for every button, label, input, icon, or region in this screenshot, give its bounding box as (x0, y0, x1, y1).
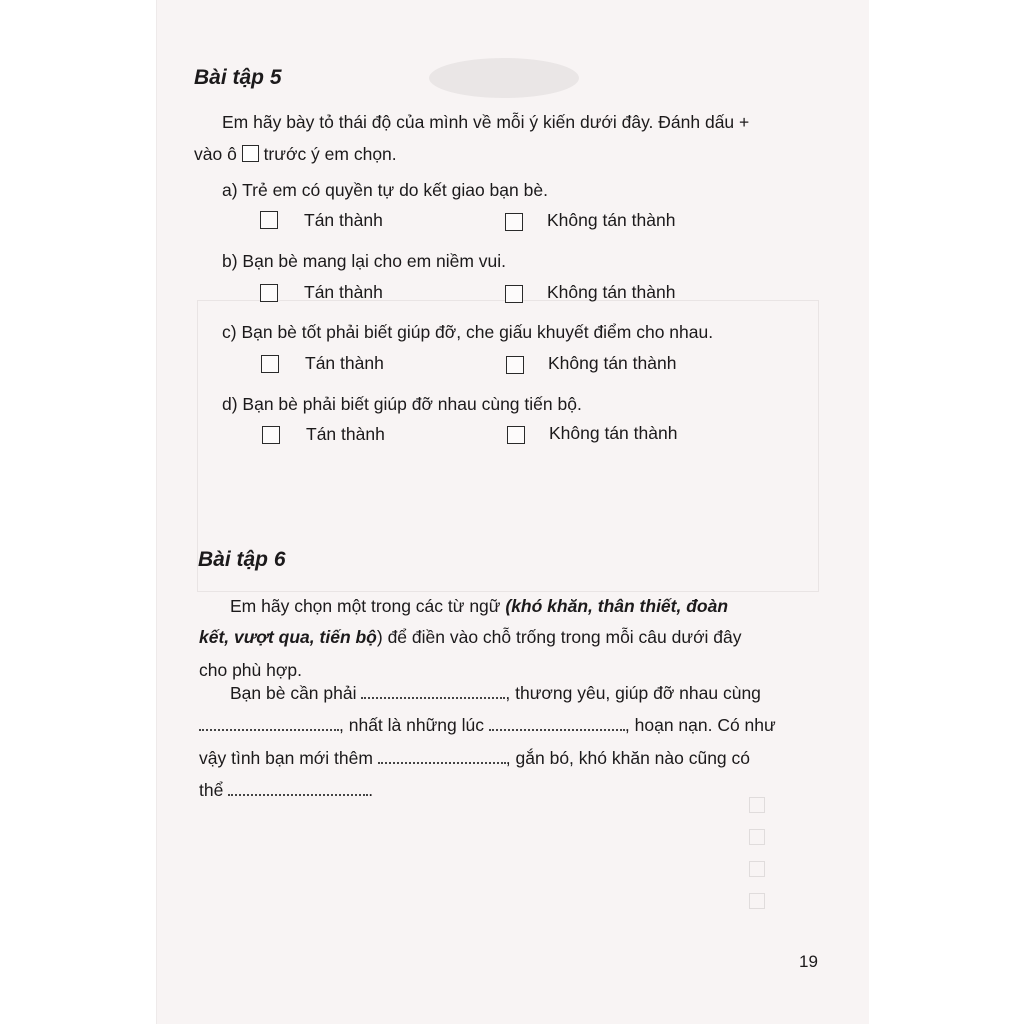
fill-line-1 (230, 683, 761, 704)
exercise-5-heading: Bài tập 5 (194, 66, 282, 89)
sentence-part: , hoạn nạn. Có như (624, 715, 776, 735)
sentence-part: , gắn bó, khó khăn nào cũng có (505, 748, 751, 768)
checkbox-sample-icon (242, 145, 259, 162)
show-through-checkbox (749, 893, 765, 909)
agree-label-b: Tán thành (304, 282, 383, 302)
statement-a: a) Trẻ em có quyền tự do kết giao bạn bè. (222, 180, 548, 200)
agree-checkbox-d[interactable] (262, 426, 280, 444)
closing-paren: ) (376, 627, 383, 647)
statement-d: d) Bạn bè phải biết giúp đỡ nhau cùng tiến bộ. (222, 394, 582, 414)
exercise-5-instruction-line1: Em hãy bày tỏ thái độ của mình về mỗi ý kiến dưới đây. Đánh dấu + (222, 112, 750, 132)
word-list-part1: (khó khăn, thân thiết, đoàn (505, 596, 729, 616)
exercise-6-instruction-line3: cho phù hợp. (199, 660, 302, 680)
sentence-part: , thương yêu, giúp đỡ nhau cùng (505, 683, 761, 703)
statement-c: c) Bạn bè tốt phải biết giúp đỡ, che giấu khuyết điểm cho nhau. (222, 322, 714, 342)
workbook-page (157, 0, 869, 1024)
sentence-part: Bạn bè cần phải (230, 683, 357, 703)
blank-4[interactable] (378, 750, 506, 764)
show-through-ellipse (429, 58, 579, 98)
blank-5[interactable] (228, 782, 368, 796)
agree-label-a: Tán thành (304, 210, 383, 230)
instruction-suffix: trước ý em chọn. (263, 144, 397, 164)
instruction-text: để điền vào chỗ trống trong mỗi câu dưới đây (382, 627, 742, 647)
instruction-prefix: vào ô (194, 144, 237, 164)
disagree-label-c: Không tán thành (548, 353, 677, 373)
show-through-checkbox (749, 829, 765, 845)
blank-3[interactable] (489, 717, 625, 731)
blank-1[interactable] (361, 685, 505, 699)
word-list-part2: kết, vượt qua, tiến bộ (199, 627, 377, 647)
exercise-5-instruction-line2 (194, 144, 397, 165)
sentence-part: vậy tình bạn mới thêm (199, 748, 373, 768)
instruction-text: Em hãy chọn một trong các từ ngữ (230, 596, 506, 616)
agree-checkbox-b[interactable] (260, 284, 278, 302)
agree-label-c: Tán thành (305, 353, 384, 373)
show-through-checkbox (749, 861, 765, 877)
disagree-label-b: Không tán thành (547, 282, 676, 302)
exercise-6-heading: Bài tập 6 (198, 548, 286, 571)
show-through-rule (197, 300, 819, 592)
fill-line-2 (199, 715, 776, 736)
blank-2[interactable] (199, 717, 339, 731)
agree-checkbox-c[interactable] (261, 355, 279, 373)
disagree-checkbox-d[interactable] (507, 426, 525, 444)
sentence-end: . (368, 780, 374, 800)
fill-line-3 (199, 748, 750, 769)
statement-b: b) Bạn bè mang lại cho em niềm vui. (222, 251, 507, 271)
page-number: 19 (799, 952, 818, 971)
disagree-label-a: Không tán thành (547, 210, 676, 230)
agree-label-d: Tán thành (306, 424, 385, 444)
show-through-checkbox (749, 797, 765, 813)
disagree-checkbox-a[interactable] (505, 213, 523, 231)
agree-checkbox-a[interactable] (260, 211, 278, 229)
sentence-part: thể (199, 780, 224, 800)
exercise-6-instruction-line2 (199, 627, 742, 648)
exercise-6-instruction-line1 (230, 596, 728, 617)
disagree-checkbox-b[interactable] (505, 285, 523, 303)
disagree-label-d: Không tán thành (549, 423, 678, 443)
fill-line-4 (199, 780, 373, 801)
sentence-part: , nhất là những lúc (339, 715, 485, 735)
disagree-checkbox-c[interactable] (506, 356, 524, 374)
